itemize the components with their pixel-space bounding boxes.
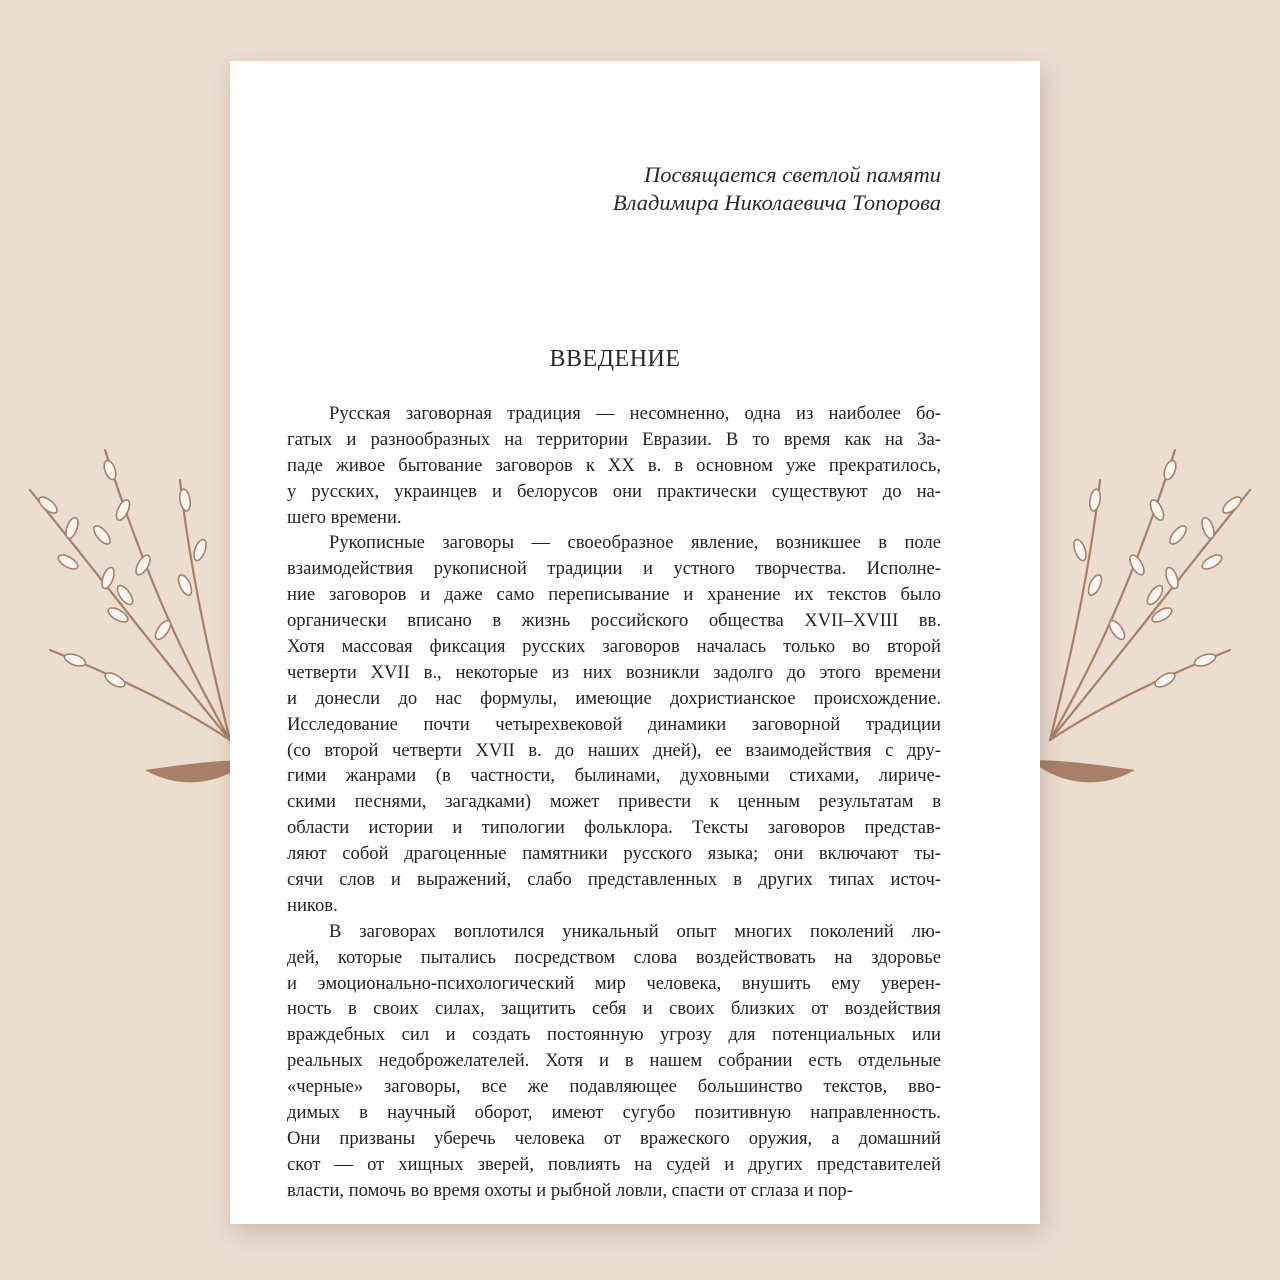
text-line: гими жанрами (в частности, былинами, духовными стихами, лириче- — [287, 765, 941, 787]
text-line: шего времени. — [287, 506, 402, 528]
text-line: у русских, украинцев и белорусов они практически существуют до на- — [287, 480, 941, 502]
text-line: паде живое бытование заговоров к XX в. в основном уже прекратилось, — [287, 454, 941, 476]
chapter-heading: ВВЕДЕНИЕ — [549, 346, 681, 372]
text-line: Они призваны уберечь человека от вражеского оружия, а домашний — [287, 1127, 941, 1149]
text-line: взаимодействия рукописной традиции и устного творчества. Исполне- — [287, 558, 941, 580]
text-line: «черные» заговоры, все же подавляющее большинство текстов, вво- — [287, 1076, 941, 1098]
text-line: дей, которые пытались посредством слова воздействовать на здоровье — [287, 946, 941, 968]
text-line: и донесли до нас формулы, имеющие дохристианское происхождение. — [287, 687, 941, 709]
text-line: гатых и разнообразных на территории Евразии. В то время как на За- — [287, 428, 941, 450]
text-line: ние заговоров и даже само переписывание и хранение их текстов было — [287, 584, 941, 606]
dedication-line-2: Владимира Николаевича Топорова — [612, 190, 941, 215]
text-line: Русская заговорная традиция — несомненно, одна из наиболее бо- — [329, 403, 941, 424]
text-line: ность в своих силах, защитить себя и своих близких от воздействия — [287, 998, 941, 1020]
text-line: и эмоционально-психологический мир человека, внушить ему уверен- — [287, 972, 941, 994]
text-line: власти, помочь во время охоты и рыбной ловли, спасти от сглаза и пор- — [287, 1179, 853, 1201]
text-line: Хотя массовая фиксация русских заговоров началась только во второй — [287, 636, 941, 658]
text-line: скот — от хищных зверей, повлиять на судей и других представителей — [287, 1153, 941, 1175]
text-line: димых в научный оборот, имеют сугубо позитивную направленность. — [287, 1102, 941, 1124]
text-line: четверти XVII в., некоторые из них возникли задолго до этого времени — [287, 661, 941, 683]
book-page — [230, 61, 1040, 1224]
text-line: ляют собой драгоценные памятники русского языка; они включают ты- — [287, 843, 941, 865]
dedication-line-1: Посвящается светлой памяти — [644, 162, 941, 187]
text-line: Рукописные заговоры — своеобразное явление, возникшее в поле — [329, 532, 941, 554]
text-line: органически вписано в жизнь российского общества XVII–XVIII вв. — [287, 610, 941, 632]
text-line: Исследование почти четырехвековой динамики заговорной традиции — [287, 713, 941, 735]
text-line: (со второй четверти XVII в. до наших дней), ее взаимодействия с дру- — [287, 739, 941, 761]
text-line: реальных недоброжелателей. Хотя и в нашем собрании есть отдельные — [287, 1050, 941, 1072]
text-line: области истории и типологии фольклора. Тексты заговоров представ- — [287, 817, 941, 839]
text-line: скими песнями, загадками) может привести к ценным результатам в — [287, 791, 941, 813]
text-line: враждебных сил и создать постоянную угрозу для потенциальных или — [287, 1024, 941, 1046]
text-line: ников. — [287, 894, 338, 916]
body-text — [287, 401, 941, 1204]
dedication — [613, 161, 941, 217]
text-line: сячи слов и выражений, слабо представленных в других типах источ- — [287, 869, 941, 891]
text-line: В заговорах воплотился уникальный опыт многих поколений лю- — [329, 920, 941, 942]
